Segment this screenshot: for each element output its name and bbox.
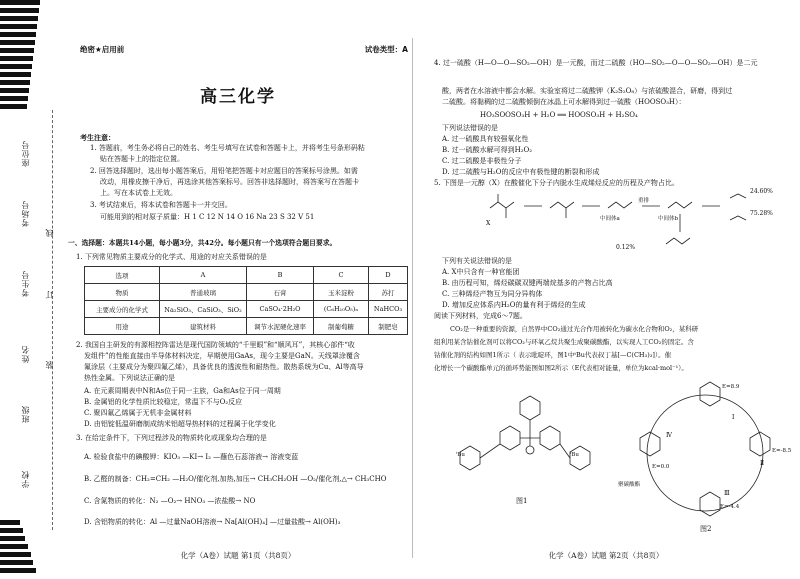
binding-bar bbox=[0, 536, 25, 541]
table-cell: 主要成分的化学式 bbox=[85, 301, 160, 318]
table-cell: 普通玻璃 bbox=[160, 284, 247, 301]
binding-bar bbox=[0, 32, 36, 37]
reading-intro: 阅读下列材料，完成6～7题。 bbox=[434, 312, 527, 320]
page-title: 高三化学 bbox=[200, 87, 276, 107]
option: D. 由铝锭低温研磨制成纳米铝超导热材料的过程属于化学变化 bbox=[84, 420, 276, 428]
binding-bar bbox=[0, 72, 31, 77]
tbu-label: ᵗBu bbox=[570, 452, 579, 458]
figure-2-caption: 图2 bbox=[700, 525, 712, 533]
page-2 bbox=[420, 0, 792, 579]
step-label: Ⅲ bbox=[724, 490, 730, 497]
binding-bar bbox=[0, 80, 30, 85]
energy-label: E=-8.5 bbox=[772, 448, 792, 454]
material-line: 化增长一个碳酸酯单元的循环势能图如图2所示（E代表相对能量，单位为kcal·mol⁻¹）。 bbox=[434, 364, 688, 372]
binding-bar bbox=[0, 104, 27, 109]
option: D. 增加反应体系内H₂O的量有利于烯烃的生成 bbox=[442, 301, 586, 309]
binding-bar bbox=[0, 40, 35, 45]
question-2-line: 氟涂层（主要成分为聚四氟乙烯），具备优良的透波性和耐热性。散热系统为Cu、Al等高导 bbox=[84, 363, 364, 371]
product-ratio-2: 75.28% bbox=[750, 210, 773, 217]
question-1: 1. 下列常见物质主要成分的化学式、用途的对应关系错误的是 bbox=[76, 253, 267, 261]
notice-line: 1. 答题前，考生务必将自己的姓名、考生号填写在试卷和答题卡上，并将考生号条形码粘 bbox=[90, 144, 365, 152]
secret-label: 绝密★启用前 bbox=[80, 45, 125, 54]
question-2-line: 发组件”的性能直接由半导体材料决定，早期使用GaAs，现今主要是GaN。天线罩涂覆含 bbox=[84, 352, 360, 360]
binding-bar bbox=[0, 64, 32, 69]
paper-type: 试卷类型：A bbox=[364, 45, 408, 54]
reactant-x: X bbox=[486, 220, 491, 227]
strip-label-class: 班级 bbox=[21, 405, 30, 423]
binding-bar bbox=[0, 8, 39, 13]
notice-title: 考生注意： bbox=[80, 133, 115, 142]
material-line: 钴催化剂的结构如图1所示（ 表示吡啶环，图1中ᵗBu代表叔丁基[—C(CH₃)₃]）。催 bbox=[434, 351, 672, 359]
product-ratio-1: 24.60% bbox=[750, 188, 773, 195]
strip-label-examinee: 考生号 bbox=[21, 270, 30, 297]
question-4: 4. 过一硫酸（H—O—O—SO₂—OH）是一元酸，而过二硫酸（HO—SO₂—O—O—SO₂—OH）是二元 bbox=[434, 59, 758, 67]
energy-label: E=8.9 bbox=[722, 384, 740, 390]
intermediate-b: 中间体b bbox=[658, 216, 679, 222]
figure-1-caption: 图1 bbox=[516, 497, 528, 505]
figure-2-cycle bbox=[620, 378, 790, 528]
option: B. 由历程可知，烯烃碳碳双键两端烷基多的产物占比高 bbox=[442, 279, 613, 287]
step-label: Ⅰ bbox=[732, 414, 735, 421]
table-head: 选项 bbox=[85, 267, 160, 284]
step-label: Ⅱ bbox=[760, 460, 765, 467]
option: A. X中只含有一种官能团 bbox=[442, 268, 520, 276]
binding-bar bbox=[0, 16, 38, 21]
table-cell: 物质 bbox=[85, 284, 160, 301]
table-cell: NaHCO₃ bbox=[369, 301, 408, 318]
table-cell: 用途 bbox=[85, 318, 160, 335]
option: B. 乙醛的制备：CH₂=CH₂ —H₂O/催化剂,加热,加压→ CH₃CH₂OH —O₂/催化剂,△→ CH₃CHO bbox=[84, 475, 387, 483]
table-head: D bbox=[369, 267, 408, 284]
question-4-line: 下列说法错误的是 bbox=[442, 124, 498, 132]
page-footer: 化学（A卷）试题 第1页（共8页） bbox=[180, 551, 296, 560]
binding-bar bbox=[0, 568, 36, 573]
binding-bar bbox=[0, 520, 20, 525]
table-cell: CaSO₄·2H₂O bbox=[247, 301, 314, 318]
option: C. 三种烯烃产物互为同分异构体 bbox=[442, 290, 543, 298]
binding-bar bbox=[0, 88, 29, 93]
binding-bar bbox=[0, 24, 37, 29]
question-5-line: 下列有关说法错误的是 bbox=[442, 257, 512, 265]
table-head: B bbox=[247, 267, 314, 284]
notice-line: 3. 考试结束后，将本试卷和答题卡一并交回。 bbox=[90, 201, 232, 209]
energy-label: E=0.0 bbox=[652, 464, 670, 470]
binding-bar bbox=[0, 560, 33, 565]
strip-label-bind: 装 bbox=[45, 360, 54, 369]
option: A. 过一硫酸具有较强氧化性 bbox=[442, 135, 529, 143]
option: B. 过一硫酸水解可得到H₂O₂ bbox=[442, 146, 533, 154]
table-cell: 调节水泥硬化速率 bbox=[247, 318, 314, 335]
question-2-line: 热性金属。下列说法正确的是 bbox=[84, 374, 175, 382]
table-cell: 制葡萄糖 bbox=[314, 318, 369, 335]
page-divider bbox=[412, 38, 413, 558]
equation: HO₃SOOSO₃H + H₂O ══ HOOSO₃H + H₂SO₄ bbox=[480, 111, 638, 119]
table-cell: 建筑材料 bbox=[160, 318, 247, 335]
binding-bar bbox=[0, 48, 34, 53]
section-heading: 一、选择题：本题共14小题，每小题3分，共42分。每小题只有一个选项符合题目要求。 bbox=[68, 239, 337, 247]
question-5: 5. 下图是一元醇（X）在酸催化下分子内脱水生成烯烃反应的历程及产物占比。 bbox=[434, 179, 679, 187]
option: C. 过二硫酸是非极性分子 bbox=[442, 157, 522, 165]
page-1 bbox=[68, 0, 408, 579]
strip-label-name: 姓名 bbox=[21, 345, 30, 363]
tbu-label: ᵗBu bbox=[456, 452, 465, 458]
figure-1-catalyst bbox=[450, 392, 600, 492]
table-cell: Na₂SiO₃、CaSiO₃、SiO₂ bbox=[160, 301, 247, 318]
binding-bar bbox=[0, 0, 40, 5]
binding-bar bbox=[0, 552, 31, 557]
strip-label-room: 考场号 bbox=[21, 200, 30, 227]
atomic-mass-line: 可能用到的相对原子质量：H 1 C 12 N 14 O 16 Na 23 S 32 V 51 bbox=[100, 213, 315, 221]
table-head: A bbox=[160, 267, 247, 284]
binding-bar bbox=[0, 544, 28, 549]
option: D. 过二硫酸与H₂O的反应中有极性键的断裂和形成 bbox=[442, 168, 600, 176]
product-label: 聚碳酸酯 bbox=[618, 482, 641, 488]
table-cell: 苏打 bbox=[369, 284, 408, 301]
strip-label-staple: 订 bbox=[45, 290, 54, 299]
table-cell: 石膏 bbox=[247, 284, 314, 301]
question-4-line: 二硫酸。将黏稠的过二硫酸倾倒在冰晶上可水解得到过一硫酸（HOOSO₃H）： bbox=[442, 98, 686, 106]
intermediate-a: 中间体a bbox=[600, 216, 620, 222]
cut-line bbox=[52, 110, 53, 530]
table-cell: 玉米淀粉 bbox=[314, 284, 369, 301]
strip-label-seat: 座位号 bbox=[21, 140, 30, 167]
material-line: CO₂是一种重要的资源，自然界中CO₂通过光合作用被转化为碳水化合物和O₂，某科研 bbox=[450, 325, 699, 333]
product-ratio-3: 0.12% bbox=[616, 244, 636, 251]
question-3: 3. 在给定条件下，下列过程涉及的物质转化或现象均合理的是 bbox=[76, 434, 267, 442]
strip-label-school: 学校 bbox=[21, 470, 30, 488]
rearrangement-label: 重排 bbox=[638, 198, 650, 204]
option: A. 检验食盐中的碘酸钾：KIO₃ —KI→ I₂ —蘸色石蕊溶液→ 溶液变蓝 bbox=[84, 453, 299, 461]
option: D. 含铝物质的转化：Al —过量NaOH溶液→ Na[Al(OH)₄] —过量盐酸→ Al(OH)₃ bbox=[84, 518, 341, 526]
option: A. 在元素周期表中N和As位于同一主族，Ga和As位于同一周期 bbox=[84, 387, 281, 395]
notice-line: 2. 回答选择题时，选出每小题答案后，用铅笔把答题卡对应题目的答案标号涂黑。如需 bbox=[90, 167, 358, 175]
notice-line: 改动，用橡皮擦干净后，再选涂其他答案标号。回答非选择题时，将答案写在答题卡 bbox=[100, 178, 359, 186]
material-line: 组利用某含钴催化剂可以将CO₂与环氧乙烷共聚生成聚碳酸酯，以实现人工CO₂的固定。含 bbox=[434, 338, 694, 346]
strip-label-line: 线 bbox=[45, 228, 54, 237]
question-4-line: 酸，两者在水溶液中都会水解。实验室将过二硫酸钾（K₂S₂O₈）与浓硫酸混合，研磨，得到过 bbox=[442, 87, 733, 95]
notice-line: 上。写在本试卷上无效。 bbox=[100, 189, 177, 197]
table-head: C bbox=[314, 267, 369, 284]
binding-bar bbox=[0, 528, 23, 533]
table-cell: (C₆H₁₀O₅)ₙ bbox=[314, 301, 369, 318]
step-label: Ⅳ bbox=[666, 432, 672, 439]
option: C. 聚四氟乙烯属于无机非金属材料 bbox=[84, 409, 192, 417]
binding-bar bbox=[0, 56, 33, 61]
notice-line: 贴在答题卡上的指定位置。 bbox=[100, 155, 184, 163]
option: C. 含氮物质的转化：N₂ —O₂→ HNO₃ —浓盐酸→ NO bbox=[84, 497, 256, 505]
binding-bar bbox=[0, 96, 28, 101]
page-footer: 化学（A卷）试题 第2页（共8页） bbox=[548, 551, 664, 560]
table-cell: 制肥皂 bbox=[369, 318, 408, 335]
question-2: 2. 我国自主研发的有源相控阵雷达是现代国防领域的“千里眼”和“顺风耳”，其核心部件“收 bbox=[76, 341, 355, 349]
q1-table bbox=[84, 266, 408, 335]
energy-label: E=-4.4 bbox=[720, 504, 740, 510]
option: B. 金属铝的化学性质比较稳定，常温下不与O₂反应 bbox=[84, 398, 243, 406]
